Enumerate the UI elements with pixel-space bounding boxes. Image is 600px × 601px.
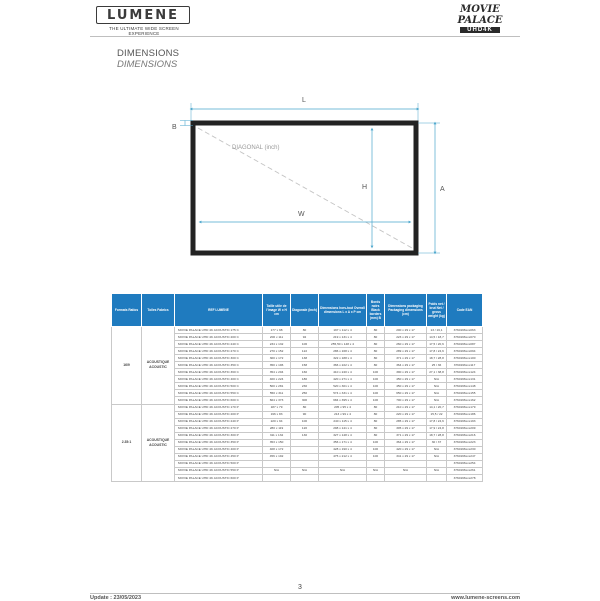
brand-tagline: THE ULTIMATE WIDE SCREEN EXPERIENCE bbox=[109, 26, 179, 36]
weight-cell: N/A bbox=[427, 390, 447, 397]
ean-cell: 3760196xxx124 bbox=[447, 369, 483, 376]
packaging-cell: 364 x 29 x 17 bbox=[385, 439, 427, 446]
diagonal-cell bbox=[291, 453, 319, 460]
overall-dim-cell: 298 x 141 x 4 bbox=[319, 425, 367, 432]
ref-cell: MOVIE PALACE UHD 4K ACOUSTIC 240 P bbox=[175, 418, 263, 425]
header-image-size: Taille utile de l'image W x H cm bbox=[263, 294, 291, 327]
overall-dim-cell: 219 x 131 x 4 bbox=[319, 334, 367, 341]
website-link[interactable]: www.lumene-screens.com bbox=[451, 595, 520, 601]
product-block bbox=[452, 4, 508, 33]
image-size-cell: 177 x 98 bbox=[263, 327, 291, 334]
overall-dim-cell: 240 x 115 x 4 bbox=[319, 418, 367, 425]
packaging-cell: 210 x 29 x 17 bbox=[385, 404, 427, 411]
diagonal-cell: 106 bbox=[291, 341, 319, 348]
packaging-cell: 390 x 29 x 17 bbox=[385, 369, 427, 376]
format-cell: 2.35:1 bbox=[112, 404, 142, 482]
image-size-cell: 400 x 224 bbox=[263, 376, 291, 383]
diagonal-cell: 80 bbox=[291, 327, 319, 334]
packaging-cell: 450 x 29 x 17 bbox=[385, 383, 427, 390]
border-cell: 100 bbox=[367, 453, 385, 460]
header-diagonal: Diagonale (Inch) bbox=[291, 294, 319, 327]
border-cell: 100 bbox=[367, 369, 385, 376]
diagonal-cell: 90 bbox=[291, 411, 319, 418]
overall-dim-cell: 520 x 301 x 4 bbox=[319, 383, 367, 390]
ean-cell: 3760196xxx131 bbox=[447, 376, 483, 383]
header-formats: Formats Ratios bbox=[112, 294, 142, 327]
header-packaging: Dimensions packaging Packaging dimensions (cm) bbox=[385, 294, 427, 327]
diagonal-cell: 180 bbox=[291, 376, 319, 383]
packaging-cell: 305 x 29 x 17 bbox=[385, 425, 427, 432]
border-cell: 80 bbox=[367, 355, 385, 362]
table-row bbox=[112, 327, 483, 334]
packaging-cell: 450 x 29 x 17 bbox=[385, 376, 427, 383]
brand-block bbox=[96, 6, 192, 36]
packaging-cell: 200 x 29 x 17 bbox=[385, 327, 427, 334]
ref-cell: MOVIE PALACE UHD 4K ACOUSTIC 175 C bbox=[175, 327, 263, 334]
border-cell: 100 bbox=[367, 446, 385, 453]
weight-cell: 17,8 / 24,6 bbox=[427, 348, 447, 355]
weight-cell: 13 / 16,1 bbox=[427, 327, 447, 334]
border-cell: N/A bbox=[367, 467, 385, 474]
ref-cell: MOVIE PALACE UHD 4K ACOUSTIC 270 P bbox=[175, 425, 263, 432]
image-size-cell: 550 x 311 bbox=[263, 390, 291, 397]
weight-cell: N/A bbox=[427, 376, 447, 383]
ref-cell: MOVIE PALACE UHD 4K ACOUSTIC 450 P bbox=[175, 453, 263, 460]
brand-logo: LUMENE bbox=[96, 6, 190, 24]
table-header-row bbox=[112, 294, 483, 327]
packaging-cell: 285 x 29 x 17 bbox=[385, 418, 427, 425]
ref-cell: MOVIE PALACE UHD 4K ACOUSTIC 350 P bbox=[175, 439, 263, 446]
overall-dim-cell: 410 x 240 x 4 bbox=[319, 369, 367, 376]
packaging-cell: 223 x 29 x 17 bbox=[385, 334, 427, 341]
ean-cell: 3760196xxx278 bbox=[447, 474, 483, 481]
label-w: W bbox=[298, 211, 305, 218]
border-cell: 80 bbox=[367, 341, 385, 348]
border-cell: 80 bbox=[367, 418, 385, 425]
ean-cell: 3760196xxx155 bbox=[447, 390, 483, 397]
diagonal-cell: 100 bbox=[291, 418, 319, 425]
table-body bbox=[112, 327, 483, 482]
dimension-diagram bbox=[160, 85, 450, 265]
border-cell: 80 bbox=[367, 404, 385, 411]
ref-cell: MOVIE PALACE UHD 4K ACOUSTIC 550 C bbox=[175, 390, 263, 397]
ean-cell: 3760196xxx230 bbox=[447, 446, 483, 453]
diagonal-cell bbox=[291, 474, 319, 481]
ref-cell: MOVIE PALACE UHD 4K ACOUSTIC 170 P bbox=[175, 404, 263, 411]
image-size-cell: 300 x 172 bbox=[263, 355, 291, 362]
weight-cell: 17,5 / 20,6 bbox=[427, 341, 447, 348]
label-l: L bbox=[302, 97, 306, 104]
ref-cell: MOVIE PALACE UHD 4K ACOUSTIC 500 C bbox=[175, 383, 263, 390]
section-title: DIMENSIONS bbox=[117, 48, 180, 59]
image-size-cell: 353 x 150 bbox=[263, 439, 291, 446]
header-ean: Code EAN bbox=[447, 294, 483, 327]
overall-dim-cell: 684 x 395 x 4 bbox=[319, 397, 367, 404]
overall-dim-cell: 213 x 99 x 4 bbox=[319, 411, 367, 418]
format-cell: 16/9 bbox=[112, 327, 142, 405]
weight-cell: 17,8 / 24,6 bbox=[427, 418, 447, 425]
fabric-cell bbox=[142, 327, 175, 405]
diagonal-cell: 80 bbox=[291, 404, 319, 411]
packaging-cell: 289 x 29 x 17 bbox=[385, 348, 427, 355]
overall-dim-cell: 327 x 148 x 4 bbox=[319, 432, 367, 439]
diagonal-cell: 230 bbox=[291, 383, 319, 390]
image-size-cell: 280 x 119 bbox=[263, 425, 291, 432]
weight-cell: N/A bbox=[427, 467, 447, 474]
label-h: H bbox=[362, 184, 368, 191]
header-fabrics: Toiles Fabrics bbox=[142, 294, 175, 327]
image-size-cell: 220 x 94 bbox=[263, 418, 291, 425]
weight-cell bbox=[427, 460, 447, 467]
ref-cell: MOVIE PALACE UHD 4K ACOUSTIC 400 C bbox=[175, 376, 263, 383]
product-badge: UHD4K bbox=[460, 27, 500, 33]
overall-dim-cell bbox=[319, 474, 367, 481]
overall-dim-cell: 366 x 222 x 4 bbox=[319, 362, 367, 369]
diagonal-cell: 158 bbox=[291, 362, 319, 369]
image-size-cell bbox=[263, 460, 291, 467]
border-cell: 100 bbox=[367, 390, 385, 397]
ean-cell: 3760196xxx087 bbox=[447, 341, 483, 348]
overall-dim-cell: 197 x 112 x 4 bbox=[319, 327, 367, 334]
table-row bbox=[112, 404, 483, 411]
overall-dim-cell: 322 x 188 x 4 bbox=[319, 355, 367, 362]
diagonal-cell: N/A bbox=[291, 467, 319, 474]
fabric-label-en: ACOUSTIC bbox=[149, 442, 167, 447]
ref-cell: MOVIE PALACE UHD 4K ACOUSTIC 300 C bbox=[175, 355, 263, 362]
image-size-cell: 664 x 373 bbox=[263, 397, 291, 404]
update-date: Update : 23/05/2023 bbox=[90, 595, 142, 601]
ean-cell: 3760196xxx148 bbox=[447, 383, 483, 390]
ref-cell: MOVIE PALACE UHD 4K ACOUSTIC 600 P bbox=[175, 474, 263, 481]
fabric-label: ACOUSTIQUE bbox=[146, 360, 170, 365]
ean-cell: 3760196xxx261 bbox=[447, 467, 483, 474]
label-b: B bbox=[172, 124, 177, 131]
ref-cell: MOVIE PALACE UHD 4K ACOUSTIC 200 C bbox=[175, 334, 263, 341]
ref-cell: MOVIE PALACE UHD 4K ACOUSTIC 350 C bbox=[175, 362, 263, 369]
weight-cell: 27,1 / 38,8 bbox=[427, 369, 447, 376]
image-size-cell: 350 x 196 bbox=[263, 362, 291, 369]
section-subtitle: DIMENSIONS bbox=[117, 59, 178, 70]
border-cell: 80 bbox=[367, 411, 385, 418]
image-size-cell: 270 x 152 bbox=[263, 348, 291, 355]
image-size-cell: 354 x 204 bbox=[263, 369, 291, 376]
page-header bbox=[0, 0, 600, 40]
ref-cell: MOVIE PALACE UHD 4K ACOUSTIC 240 C bbox=[175, 341, 263, 348]
specs-table bbox=[111, 293, 483, 482]
overall-dim-cell: 420 x 271 x 4 bbox=[319, 376, 367, 383]
image-size-cell: 456 x 192 bbox=[263, 453, 291, 460]
overall-dim-cell: 428 x 190 x 4 bbox=[319, 446, 367, 453]
diagonal-cell: 250 bbox=[291, 390, 319, 397]
weight-cell: N/A bbox=[427, 397, 447, 404]
weight-cell: 18,7 / 28,8 bbox=[427, 432, 447, 439]
image-size-cell: 408 x 172 bbox=[263, 446, 291, 453]
border-cell: 80 bbox=[367, 362, 385, 369]
label-a: A bbox=[440, 186, 445, 193]
weight-cell: 18,7 / 28,8 bbox=[427, 355, 447, 362]
overall-dim-cell: 356 x 171 x 4 bbox=[319, 439, 367, 446]
packaging-cell bbox=[385, 474, 427, 481]
weight-cell: 30 / 37 bbox=[427, 439, 447, 446]
packaging-cell: 341 x 29 x 17 bbox=[385, 453, 427, 460]
weight-cell bbox=[427, 474, 447, 481]
overall-dim-cell: 286 x 168 x 4 bbox=[319, 348, 367, 355]
diagonal-cell bbox=[291, 446, 319, 453]
border-cell: 100 bbox=[367, 376, 385, 383]
ref-cell: MOVIE PALACE UHD 4K ACOUSTIC 550 P bbox=[175, 467, 263, 474]
border-cell: 80 bbox=[367, 348, 385, 355]
overall-dim-cell: 574 x 331 x 4 bbox=[319, 390, 367, 397]
ean-cell: 3760196xxx186 bbox=[447, 411, 483, 418]
ean-cell: 3760196xxx117 bbox=[447, 362, 483, 369]
overall-dim-cell: 255,50 x 148 x 4 bbox=[319, 341, 367, 348]
ref-cell: MOVIE PALACE UHD 4K ACOUSTIC 200 P bbox=[175, 411, 263, 418]
ref-cell: MOVIE PALACE UHD 4K ACOUSTIC 270 C bbox=[175, 348, 263, 355]
ref-cell: MOVIE PALACE UHD 4K ACOUSTIC 360 C bbox=[175, 369, 263, 376]
ref-cell: MOVIE PALACE UHD 4K ACOUSTIC 300 P bbox=[175, 432, 263, 439]
weight-cell: N/A bbox=[427, 453, 447, 460]
border-cell: 100 bbox=[367, 439, 385, 446]
border-cell bbox=[367, 460, 385, 467]
diagonal-cell: 120 bbox=[291, 425, 319, 432]
label-diagonal: DIAGONAL (inch) bbox=[232, 145, 280, 151]
header-ref: REF LUMENE bbox=[175, 294, 263, 327]
ean-cell: 3760196xxx193 bbox=[447, 418, 483, 425]
ean-cell: 3760196xxx254 bbox=[447, 460, 483, 467]
ean-cell: 3760196xxx209 bbox=[447, 425, 483, 432]
ean-cell: 3760196xxx162 bbox=[447, 397, 483, 404]
ean-cell: 3760196xxx216 bbox=[447, 432, 483, 439]
border-cell: 100 bbox=[367, 383, 385, 390]
ean-cell: 3760196xxx100 bbox=[447, 355, 483, 362]
image-size-cell: 200 x 111 bbox=[263, 334, 291, 341]
packaging-cell: 420 x 29 x 17 bbox=[385, 446, 427, 453]
packaging-cell: 260 x 29 x 17 bbox=[385, 341, 427, 348]
header-black-borders: Bords noirs Black borders (mm) B bbox=[367, 294, 385, 327]
diagonal-cell: 160 bbox=[291, 369, 319, 376]
weight-cell: 25 / 36 bbox=[427, 362, 447, 369]
image-size-cell: N/A bbox=[263, 467, 291, 474]
ref-cell: MOVIE PALACE UHD 4K ACOUSTIC 500 P bbox=[175, 460, 263, 467]
image-size-cell: 500 x 281 bbox=[263, 383, 291, 390]
diagonal-cell: 300 bbox=[291, 397, 319, 404]
ean-cell: 3760196xxx179 bbox=[447, 404, 483, 411]
ean-cell: 3760196xxx223 bbox=[447, 439, 483, 446]
packaging-cell bbox=[385, 460, 427, 467]
header-divider bbox=[90, 36, 520, 37]
overall-dim-cell: N/A bbox=[319, 467, 367, 474]
packaging-cell: N/A bbox=[385, 467, 427, 474]
header-overall-dimensions: Dimensions hors-tout Overall dimensions L x A x P cm bbox=[319, 294, 367, 327]
page-number: 3 bbox=[298, 584, 302, 591]
ean-cell: 3760196xxx063 bbox=[447, 327, 483, 334]
packaging-cell: 700 x 29 x 17 bbox=[385, 397, 427, 404]
fabric-label: ACOUSTIQUE bbox=[146, 437, 170, 442]
weight-cell: 14,1 / 20,7 bbox=[427, 404, 447, 411]
border-cell: 100 bbox=[367, 397, 385, 404]
weight-cell: 15,5 / 22 bbox=[427, 411, 447, 418]
diagonal-line bbox=[198, 128, 412, 248]
ean-cell: 3760196xxx247 bbox=[447, 453, 483, 460]
overall-dim-cell: 475 x 212 x 4 bbox=[319, 453, 367, 460]
weight-cell: 17,9 / 24,8 bbox=[427, 425, 447, 432]
packaging-cell: 220 x 29 x 17 bbox=[385, 411, 427, 418]
weight-cell: 14,5 / 18,7 bbox=[427, 334, 447, 341]
image-size-cell: 196 x 83 bbox=[263, 411, 291, 418]
diagonal-cell bbox=[291, 439, 319, 446]
border-cell: 80 bbox=[367, 432, 385, 439]
header-weight: Poids net / brut Net / gross weight (kg) bbox=[427, 294, 447, 327]
weight-cell: N/A bbox=[427, 446, 447, 453]
overall-dim-cell bbox=[319, 460, 367, 467]
footer-divider bbox=[90, 593, 520, 594]
image-size-cell: 187 x 79 bbox=[263, 404, 291, 411]
border-cell bbox=[367, 474, 385, 481]
diagonal-cell: 138 bbox=[291, 355, 319, 362]
border-cell: 80 bbox=[367, 327, 385, 334]
product-logo: MOVIE PALACE bbox=[457, 4, 503, 26]
border-cell: 80 bbox=[367, 334, 385, 341]
image-size-cell: 311 x 132 bbox=[263, 432, 291, 439]
packaging-cell: 371 x 29 x 17 bbox=[385, 355, 427, 362]
packaging-cell: 364 x 29 x 17 bbox=[385, 362, 427, 369]
diagonal-cell: 92 bbox=[291, 334, 319, 341]
diagonal-cell: 122 bbox=[291, 348, 319, 355]
ref-cell: MOVIE PALACE UHD 4K ACOUSTIC 600 C bbox=[175, 397, 263, 404]
ean-cell: 3760196xxx070 bbox=[447, 334, 483, 341]
diagonal-cell: 130 bbox=[291, 432, 319, 439]
weight-cell: N/A bbox=[427, 383, 447, 390]
ean-cell: 3760196xxx094 bbox=[447, 348, 483, 355]
packaging-cell: 371 x 29 x 17 bbox=[385, 432, 427, 439]
packaging-cell: 650 x 29 x 17 bbox=[385, 390, 427, 397]
fabric-cell bbox=[142, 404, 175, 482]
ref-cell: MOVIE PALACE UHD 4K ACOUSTIC 400 P bbox=[175, 446, 263, 453]
border-cell: 80 bbox=[367, 425, 385, 432]
fabric-label-en: ACOUSTIC bbox=[149, 365, 167, 370]
image-size-cell: 234 x 132 bbox=[263, 341, 291, 348]
image-size-cell bbox=[263, 474, 291, 481]
diagonal-cell bbox=[291, 460, 319, 467]
overall-dim-cell: 205 x 95 x 4 bbox=[319, 404, 367, 411]
